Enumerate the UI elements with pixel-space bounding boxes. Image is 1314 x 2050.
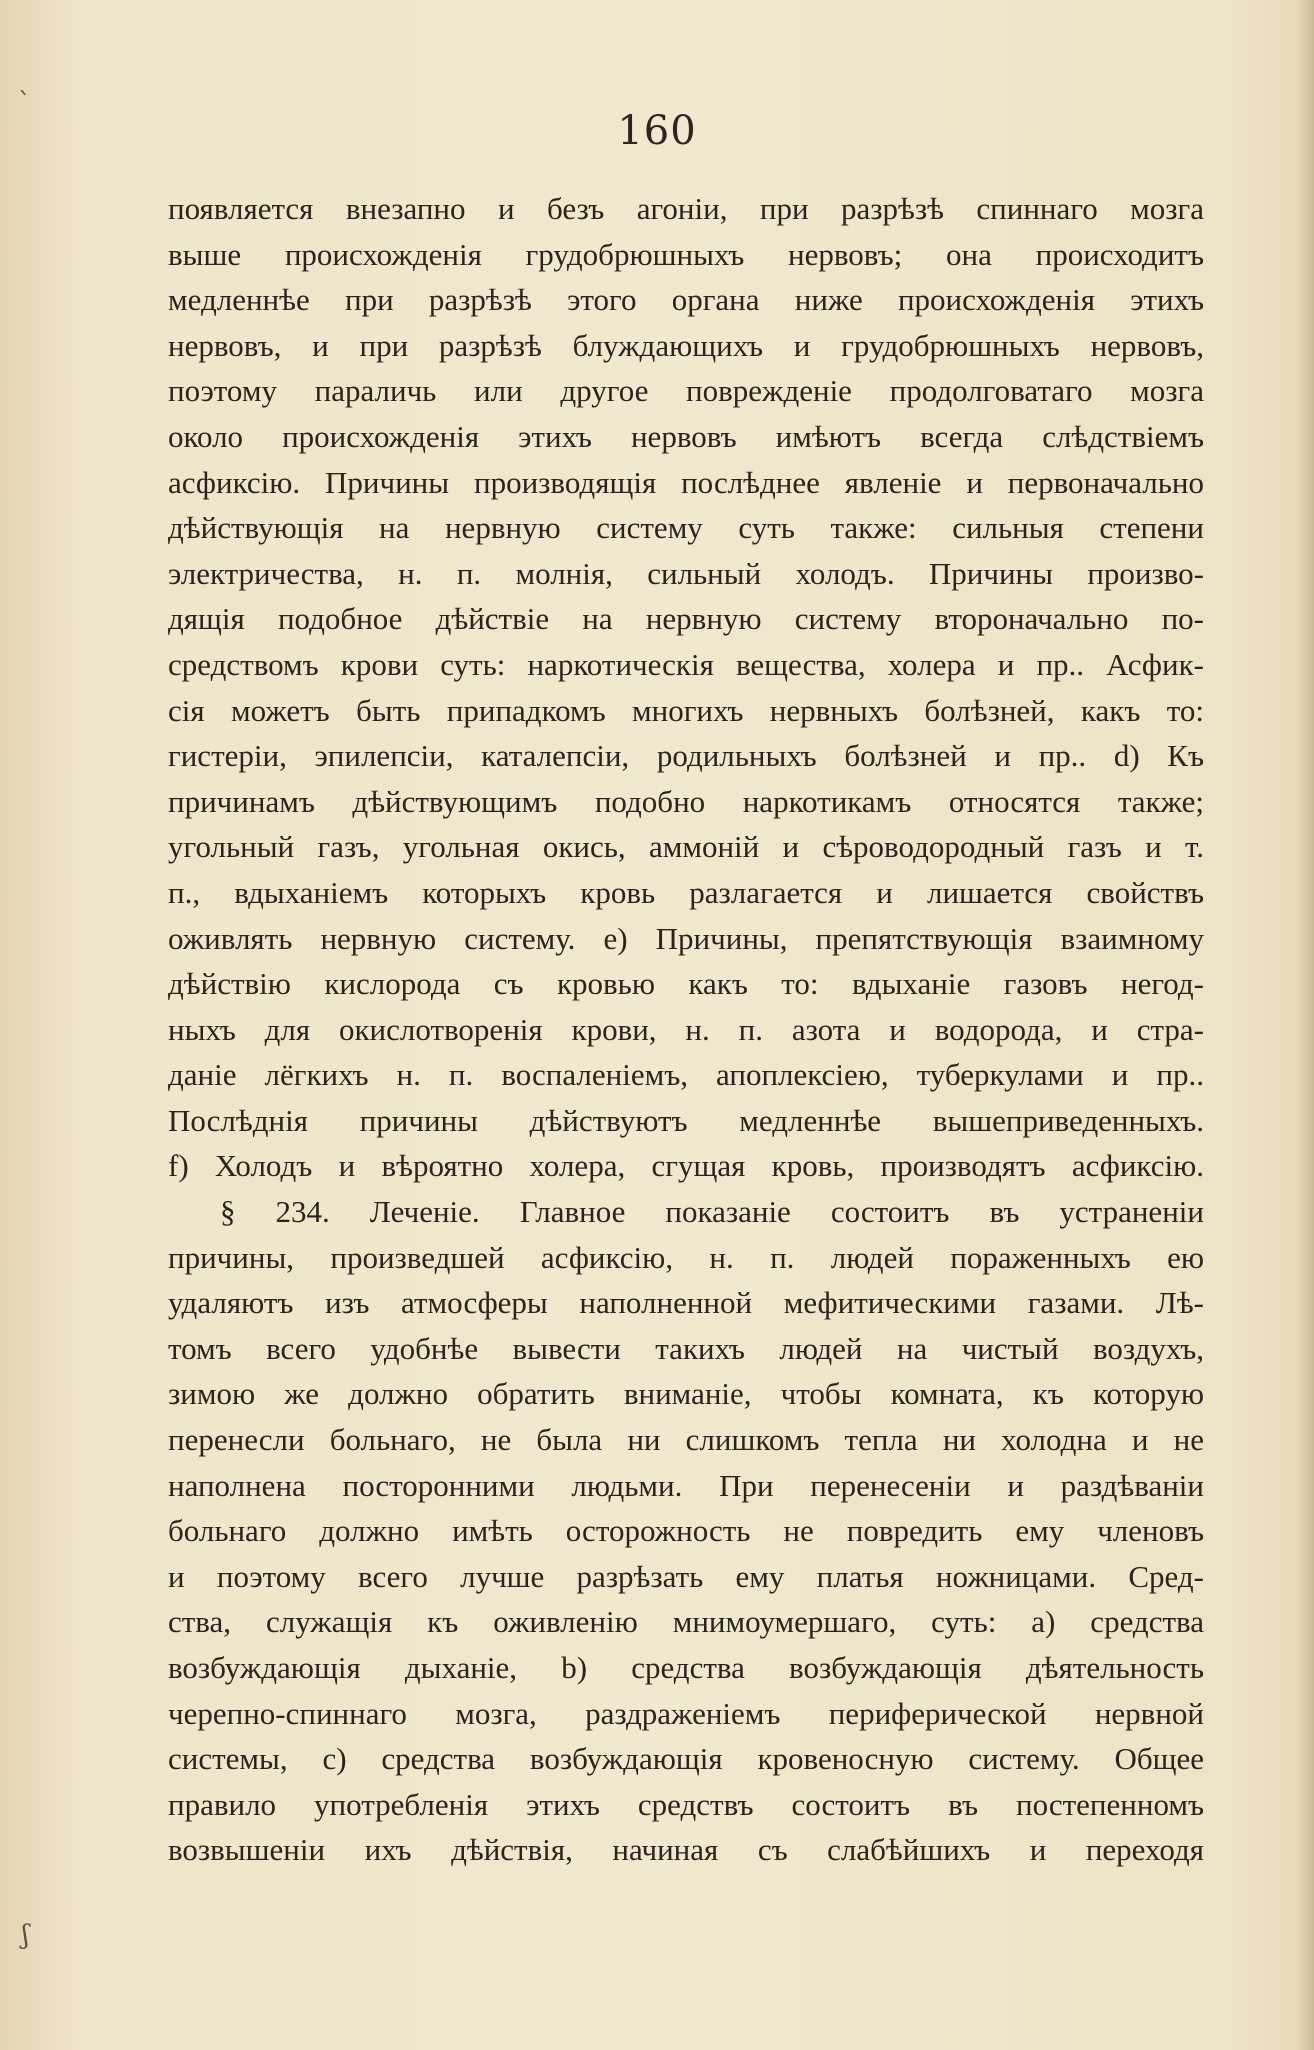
text-line: средствомъ крови суть: наркотическія вещества, холера и пр.. Асфик- (168, 646, 1204, 682)
section-heading-line: § 234. Леченіе. Главное показаніе состоитъ въ устраненіи (220, 1194, 1204, 1230)
text-line: больнаго должно имѣть осторожность не повредить ему членовъ (168, 1513, 1204, 1549)
text-line: оживлять нервную систему. e) Причины, препятствующія взаимному (168, 920, 1204, 956)
text-line: около происхожденія этихъ нервовъ имѣютъ всегда слѣдствіемъ (168, 418, 1204, 454)
text-line: выше происхожденія грудобрюшныхъ нервовъ; она происходитъ (168, 236, 1204, 272)
text-line: правило употребленія этихъ средствъ состоитъ въ постепенномъ (168, 1786, 1204, 1822)
page-body-text (168, 186, 1204, 1873)
text-line: зимою же должно обратить вниманіе, чтобы комната, къ которую (168, 1376, 1204, 1412)
text-line: наполнена посторонними людьми. При перенесеніи и раздѣваніи (168, 1467, 1204, 1503)
text-line: системы, c) средства возбуждающія кровеносную систему. Общее (168, 1741, 1204, 1777)
text-line: поэтому параличь или другое поврежденіе продолговатаго мозга (168, 373, 1204, 409)
text-line: удаляютъ изъ атмосферы наполненной мефитическими газами. Лѣ- (168, 1285, 1204, 1321)
text-line: дѣйствующія на нервную систему суть также: сильныя степени (168, 510, 1204, 546)
text-line: перенесли больнаго, не была ни слишкомъ тепла ни холодна и не (168, 1422, 1204, 1458)
margin-mark-top: ˋ (18, 88, 31, 118)
text-line: сія можетъ быть припадкомъ многихъ нервныхъ болѣзней, какъ то: (168, 692, 1204, 728)
page-edge-shadow (1296, 0, 1314, 2050)
text-line: томъ всего удобнѣе вывести такихъ людей на чистый воздухъ, (168, 1330, 1204, 1366)
text-line: даніе лёгкихъ н. п. воспаленіемъ, апоплексіею, туберкулами и пр.. (168, 1057, 1204, 1093)
page-number: 160 (617, 108, 697, 154)
text-line: причинамъ дѣйствующимъ подобно наркотикамъ относятся также; (168, 783, 1204, 819)
text-line: нервовъ, и при разрѣзѣ блуждающихъ и грудобрюшныхъ нервовъ, (168, 327, 1204, 363)
text-line: f) Холодъ и вѣроятно холера, сгущая кровь, производятъ асфиксію. (168, 1148, 1204, 1184)
text-line: электричества, н. п. молнія, сильный холодъ. Причины произво- (168, 555, 1204, 591)
text-line: и поэтому всего лучше разрѣзать ему платья ножницами. Сред- (168, 1558, 1204, 1594)
text-line: ныхъ для окислотворенія крови, н. п. азота и водорода, и стра- (168, 1011, 1204, 1047)
text-line: Послѣднія причины дѣйствуютъ медленнѣе вышеприведенныхъ. (168, 1102, 1204, 1138)
text-line: медленнѣе при разрѣзѣ этого органа ниже происхожденія этихъ (168, 282, 1204, 318)
text-line: ства, служащія къ оживленію мнимоумершаго, суть: a) средства (168, 1604, 1204, 1640)
text-line: появляется внезапно и безъ агоніи, при разрѣзѣ спиннаго мозга (168, 191, 1204, 226)
text-line: гистеріи, эпилепсіи, каталепсіи, родильныхъ болѣзней и пр.. d) Къ (168, 738, 1204, 774)
text-line: возбуждающія дыханіе, b) средства возбуждающія дѣятельность (168, 1650, 1204, 1685)
text-line: угольный газъ, угольная окись, аммоній и сѣроводородный газъ и т. (168, 829, 1204, 865)
text-line: черепно-спиннаго мозга, раздраженіемъ периферической нервной (168, 1695, 1204, 1731)
text-line: асфиксію. Причины производящія послѣднее явленіе и первоначально (168, 464, 1204, 500)
text-line: п., вдыханіемъ которыхъ кровь разлагается и лишается свойствъ (168, 874, 1204, 910)
margin-mark-bottom: ʃ (22, 1920, 30, 1950)
text-line: дящія подобное дѣйствіе на нервную систему второначально по- (168, 601, 1204, 637)
text-line: дѣйствію кислорода съ кровью какъ то: вдыханіе газовъ негод- (168, 966, 1204, 1002)
text-line: возвышеніи ихъ дѣйствія, начиная съ слабѣйшихъ и переходя (168, 1832, 1204, 1868)
text-line: причины, произведшей асфиксію, н. п. людей пораженныхъ ею (168, 1239, 1204, 1275)
